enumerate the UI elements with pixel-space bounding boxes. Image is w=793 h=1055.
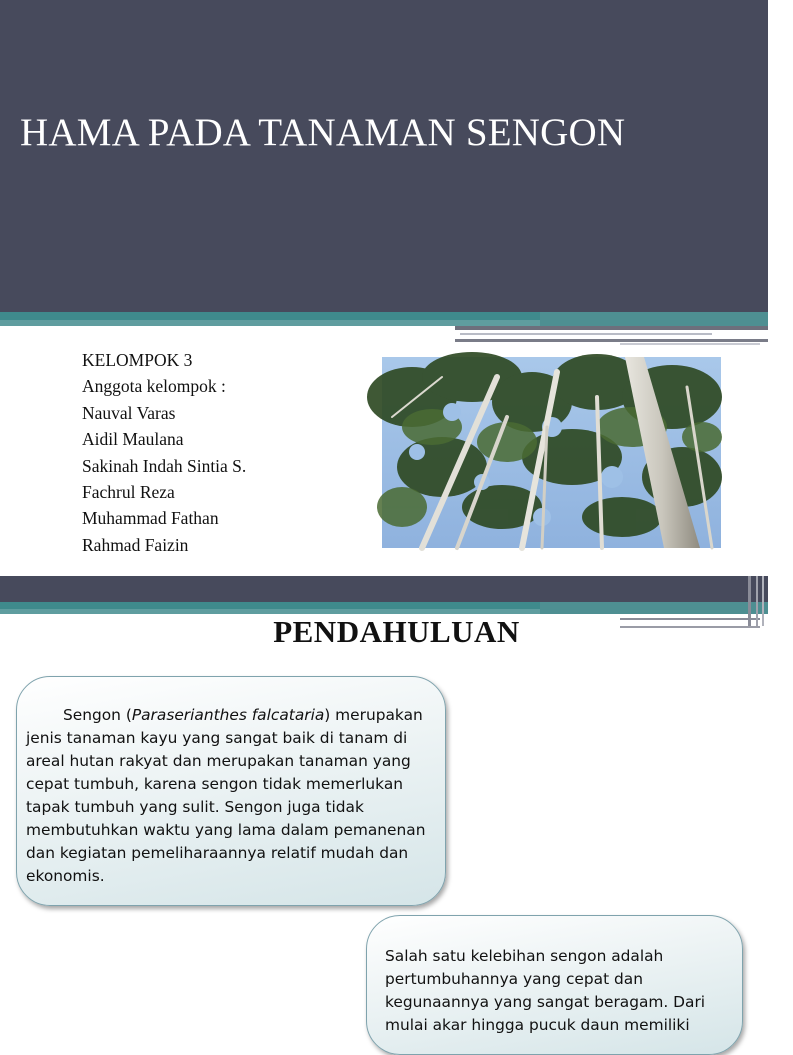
member-name: Rahmad Faizin [82, 534, 189, 555]
intro-text-box [16, 676, 446, 906]
group-label: KELOMPOK 3 [82, 350, 193, 370]
members-heading: Anggota kelompok : [82, 376, 226, 397]
intro-body: ) merupakan jenis tanaman kayu yang sangat baik di tanam di areal hutan rakyat dan merupakan tanaman yang cepat tumbuh, karena sengon tidak memerlukan tapak tumbuh yang sulit. Sengon juga tidak membutuhkan waktu yang lama dalam pemanenan dan kegiatan pemeliharaannya relatif mudah dan ekonomis. [26, 706, 426, 885]
intro-lead: Sengon ( [63, 706, 132, 724]
advantage-text-box [366, 915, 743, 1055]
section-heading: PENDAHULUAN [273, 614, 520, 649]
member-name: Nauval Varas [82, 402, 176, 423]
section-band [0, 576, 768, 602]
member-name: Aidil Maulana [82, 429, 184, 450]
scientific-name: Paraserianthes falcataria [131, 706, 325, 724]
title-band [0, 0, 768, 312]
advantage-body: Salah satu kelebihan sengon adalah pertumbuhannya yang cepat dan kegunaannya yang sangat beragam. Dari mulai akar hingga pucuk daun memiliki [385, 947, 706, 1034]
slide-title: HAMA PADA TANAMAN SENGON [20, 111, 626, 154]
sengon-trees-photo [382, 357, 721, 548]
group-members-list [82, 347, 246, 558]
member-name: Sakinah Indah Sintia S. [82, 455, 247, 476]
member-name: Fachrul Reza [82, 482, 175, 503]
member-name: Muhammad Fathan [82, 508, 219, 529]
